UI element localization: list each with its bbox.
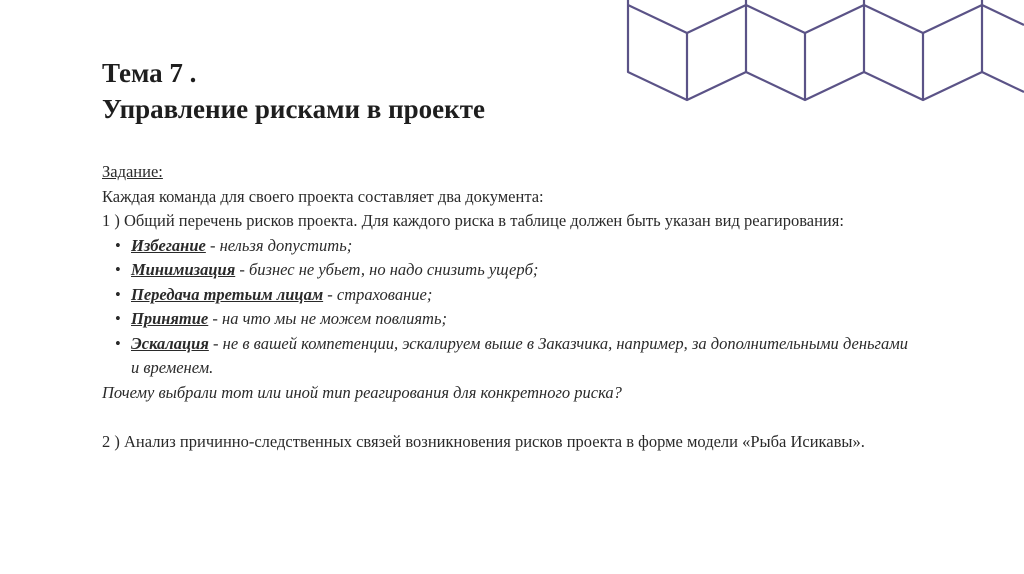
slide-title bbox=[102, 55, 485, 127]
spacer bbox=[102, 405, 908, 430]
risk-term: Эскалация bbox=[131, 333, 209, 353]
title-line-1: Тема 7 . bbox=[102, 58, 197, 88]
bullet-icon: • bbox=[115, 284, 121, 304]
bullet-icon: • bbox=[115, 309, 121, 328]
title-line-2: Управление рисками в проекте bbox=[102, 94, 485, 124]
risk-term: Передача третьим лицам bbox=[131, 284, 324, 304]
list-item bbox=[102, 332, 908, 381]
point-1-text: 1 ) Общий перечень рисков проекта. Для каждого риска в таблице должен быть указан вид реагирования: bbox=[102, 211, 844, 230]
risk-desc: - не в вашей компетенции, эскалируем выше в Заказчика, например, за дополнительными деньгами и временем. bbox=[131, 333, 908, 377]
risk-term: Избегание bbox=[131, 235, 206, 255]
bullet-icon: • bbox=[115, 235, 121, 255]
risk-term: Принятие bbox=[131, 309, 209, 328]
list-item bbox=[102, 258, 908, 283]
bullet-icon: • bbox=[115, 333, 121, 353]
risk-desc: - нельзя допустить; bbox=[205, 235, 353, 255]
cube-pattern-decoration bbox=[600, 0, 1024, 120]
intro-text: Каждая команда для своего проекта составляет два документа: bbox=[102, 186, 544, 206]
risk-desc: - страхование; bbox=[323, 284, 433, 304]
question-text: Почему выбрали тот или иной тип реагирования для конкретного риска? bbox=[102, 382, 622, 402]
task-label: Задание: bbox=[102, 162, 163, 181]
risk-response-list bbox=[102, 234, 908, 381]
bullet-icon: • bbox=[115, 260, 121, 279]
risk-desc: - на что мы не можем повлиять; bbox=[208, 309, 447, 328]
slide-body bbox=[102, 160, 908, 454]
list-item bbox=[102, 234, 908, 259]
risk-term: Минимизация bbox=[131, 260, 236, 279]
list-item bbox=[102, 283, 908, 308]
list-item bbox=[102, 307, 908, 332]
risk-desc: - бизнес не убьет, но надо снизить ущерб; bbox=[235, 260, 539, 279]
point-2-text: 2 ) Анализ причинно-следственных связей возникновения рисков проекта в форме модели «Рыба Исикавы». bbox=[102, 431, 865, 451]
cube-lines bbox=[628, 0, 1024, 100]
